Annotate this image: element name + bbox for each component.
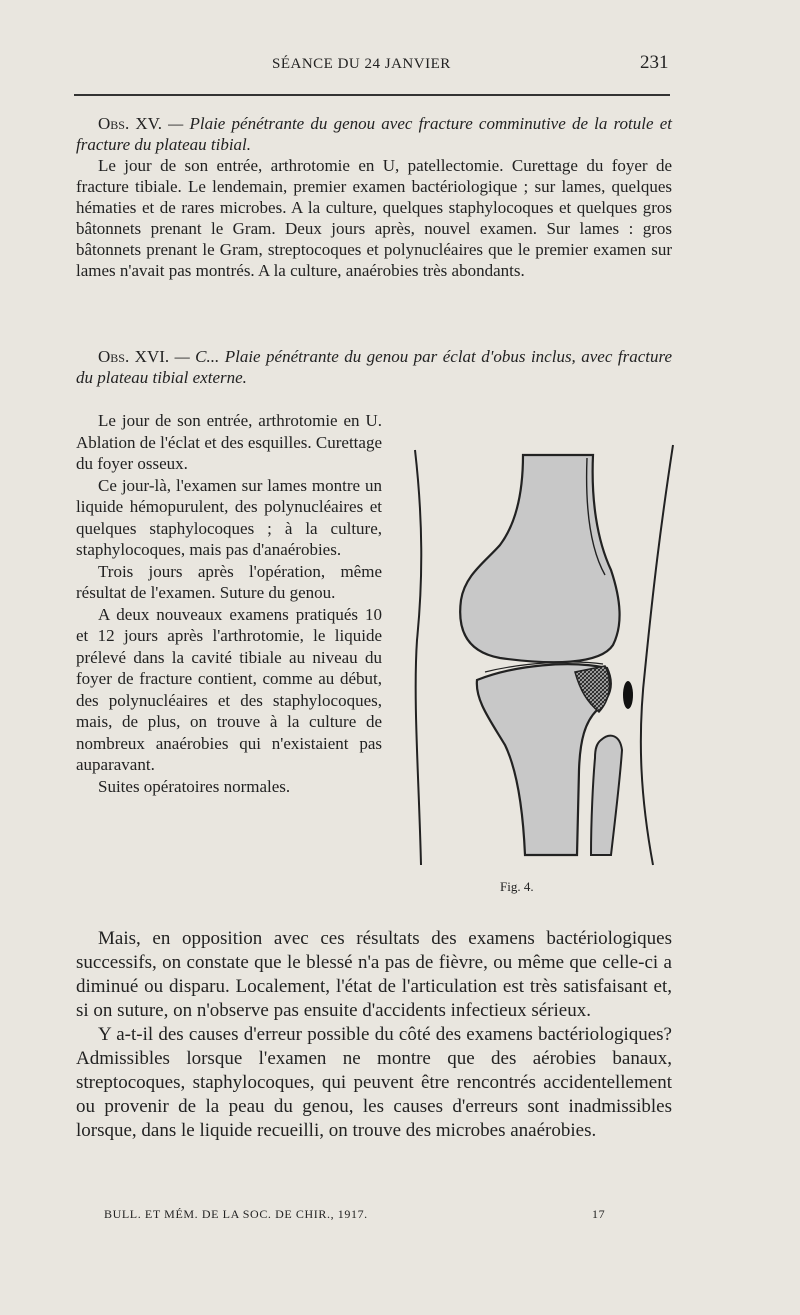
obs15-body: Le jour de son entrée, arthrotomie en U, patellectomie. Curettage du foyer de fracture tibiale. Le lendemain, premier examen bactériologique ; sur lames, quelques hématies et de rares microbes. A la culture, quelques staphylocoques et quelques gros bâtonnets prenant le Gram. Deux jours après, nouvel examen. Sur lames : gros bâtonnets prenant le Gram, streptocoques et polynucléaires que le premier examen sur lames n'avait pas montrés. A la culture, anaérobies très abondants. xyxy=(76,156,672,280)
observation-16-body xyxy=(76,410,382,797)
footer xyxy=(104,1207,624,1227)
running-head-title: SÉANCE DU 24 JANVIER xyxy=(272,56,451,72)
obs16-label: Obs. XVI. xyxy=(98,347,170,366)
obs16-lead: Le jour de son entrée, arthrotomie en U. Ablation de l'éclat et des esquilles. Curettage du foyer osseux. xyxy=(76,411,382,473)
observation-16-heading xyxy=(76,346,672,388)
knee-figure xyxy=(405,440,695,870)
footer-signature: 17 xyxy=(592,1207,606,1221)
obs15-title: — Plaie pénétrante du genou avec fracture comminutive de la rotule et fracture du plateau tibial. xyxy=(76,114,672,154)
figure-caption: Fig. 4. xyxy=(500,879,534,894)
obs16-para1: Ce jour-là, l'examen sur lames montre un liquide hémopurulent, des polynucléaires et quelques staphylocoques ; à la culture, staphylocoques, mais pas d'anaérobies. xyxy=(76,475,382,559)
obs15-label: Obs. XV. xyxy=(98,114,162,133)
main-text xyxy=(76,927,672,1143)
obs16-title: — C... Plaie pénétrante du genou par éclat d'obus inclus, avec fracture du plateau tibial externe. xyxy=(76,347,672,387)
obs16-para4: Suites opératoires normales. xyxy=(98,776,291,796)
main-para2: Y a-t-il des causes d'erreur possible du côté des examens bactériologiques? Admissibles lorsque l'examen ne montre que des aérobies banaux, streptocoques, staphylocoques, qui peuvent être rencontrés accidentellement ou provenir de la peau du genou, les causes d'erreurs sont inadmissibles lorsque, dans le liquide recueilli, on trouve des microbes anaérobies. xyxy=(76,1024,672,1141)
skin-outline-right xyxy=(641,445,673,865)
running-head xyxy=(0,52,800,78)
header-rule xyxy=(74,94,670,96)
skin-outline-left xyxy=(415,450,421,865)
obs16-para3: A deux nouveaux examens pratiqués 10 et 12 jours après l'arthrotomie, le liquide prélevé dans la cavité tibiale au niveau du foyer de fracture contient, comme au début, des polynucléaires et des staphylocoques, mais, de plus, on trouve à la culture de nombreux anaérobies qui n'existaient pas auparavant. xyxy=(76,604,382,774)
main-para1: Mais, en opposition avec ces résultats des examens bactériologiques successifs, on constate que le blessé n'a pas de fièvre, ou même que celle-ci a diminué ou disparu. Localement, l'état de l'articulation est très satisfaisant et, si on suture, on n'observe pas ensuite d'accidents infectieux sérieux. xyxy=(76,928,672,1021)
page-number: 231 xyxy=(640,52,669,73)
femur xyxy=(460,455,619,662)
obs16-para2: Trois jours après l'opération, même résultat de l'examen. Suture du genou. xyxy=(76,561,382,602)
observation-15 xyxy=(76,113,672,281)
footer-journal: BULL. ET MÉM. DE LA SOC. DE CHIR., 1917. xyxy=(104,1207,368,1221)
fibula xyxy=(591,736,622,855)
shell-fragment xyxy=(623,681,633,709)
